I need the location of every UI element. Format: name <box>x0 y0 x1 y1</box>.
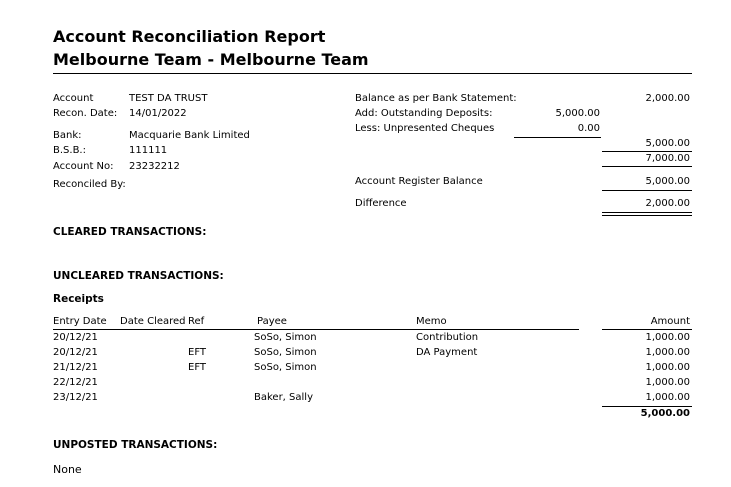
register-label: Account Register Balance <box>355 176 483 187</box>
cell-entry-date: 22/12/21 <box>53 377 98 388</box>
account-no-value: 23232212 <box>129 161 180 172</box>
deposits-label: Add: Outstanding Deposits: <box>355 108 493 119</box>
cell-payee: SoSo, Simon <box>254 332 317 343</box>
cell-amount: 1,000.00 <box>645 392 690 403</box>
statement-label: Balance as per Bank Statement: <box>355 93 517 104</box>
net-value: 5,000.00 <box>645 138 690 149</box>
total-value: 7,000.00 <box>645 153 690 164</box>
cell-payee: SoSo, Simon <box>254 347 317 358</box>
table-row <box>0 332 731 347</box>
table-row <box>0 377 731 392</box>
col-amount: Amount <box>650 316 690 327</box>
cell-amount: 1,000.00 <box>645 362 690 373</box>
table-row <box>0 362 731 377</box>
difference-rule-2 <box>602 215 692 216</box>
header-rule-left <box>53 329 579 330</box>
account-no-label: Account No: <box>53 161 114 172</box>
register-value: 5,000.00 <box>645 176 690 187</box>
recon-date-value: 14/01/2022 <box>129 108 187 119</box>
bank-label: Bank: <box>53 130 82 141</box>
cell-payee: Baker, Sally <box>254 392 313 403</box>
net-rule <box>602 151 692 152</box>
col-entry-date: Entry Date <box>53 316 107 327</box>
cell-amount: 1,000.00 <box>645 332 690 343</box>
cell-entry-date: 23/12/21 <box>53 392 98 403</box>
deposits-value: 5,000.00 <box>555 108 600 119</box>
unposted-heading: UNPOSTED TRANSACTIONS: <box>53 439 218 451</box>
receipts-heading: Receipts <box>53 293 104 305</box>
title-rule <box>53 73 692 74</box>
cell-ref: EFT <box>188 362 207 373</box>
difference-label: Difference <box>355 198 407 209</box>
recon-date-label: Recon. Date: <box>53 108 118 119</box>
cell-entry-date: 20/12/21 <box>53 347 98 358</box>
cell-amount: 1,000.00 <box>645 347 690 358</box>
account-value: TEST DA TRUST <box>129 93 208 104</box>
total-rule-top <box>602 406 692 407</box>
difference-rule-1 <box>602 212 692 213</box>
account-label: Account <box>53 93 94 104</box>
cell-memo: DA Payment <box>416 347 478 358</box>
cell-memo: Contribution <box>416 332 479 343</box>
bsb-label: B.S.B.: <box>53 145 86 156</box>
col-ref: Ref <box>188 316 205 327</box>
register-rule <box>602 190 692 191</box>
cheques-value: 0.00 <box>577 123 600 134</box>
cell-payee: SoSo, Simon <box>254 362 317 373</box>
bank-value: Macquarie Bank Limited <box>129 130 250 141</box>
col-date-cleared: Date Cleared <box>120 316 186 327</box>
header-rule-right <box>602 329 692 330</box>
cleared-heading: CLEARED TRANSACTIONS: <box>53 226 207 238</box>
cell-entry-date: 20/12/21 <box>53 332 98 343</box>
cheques-label: Less: Unpresented Cheques <box>355 123 495 134</box>
cell-amount: 1,000.00 <box>645 377 690 388</box>
report-title: Account Reconciliation Report <box>53 27 326 46</box>
difference-value: 2,000.00 <box>645 198 690 209</box>
bsb-value: 111111 <box>129 145 168 156</box>
col-memo: Memo <box>416 316 447 327</box>
cell-entry-date: 21/12/21 <box>53 362 98 373</box>
cheques-rule <box>514 137 601 138</box>
cell-ref: EFT <box>188 347 207 358</box>
col-payee: Payee <box>257 316 287 327</box>
table-total: 5,000.00 <box>640 408 690 419</box>
statement-value: 2,000.00 <box>645 93 690 104</box>
table-row <box>0 347 731 362</box>
total-rule <box>602 166 692 167</box>
uncleared-heading: UNCLEARED TRANSACTIONS: <box>53 270 224 282</box>
unposted-value: None <box>53 463 82 476</box>
reconciled-by-label: Reconciled By: <box>53 179 126 190</box>
report-subtitle: Melbourne Team - Melbourne Team <box>53 50 369 69</box>
table-row <box>0 392 731 407</box>
